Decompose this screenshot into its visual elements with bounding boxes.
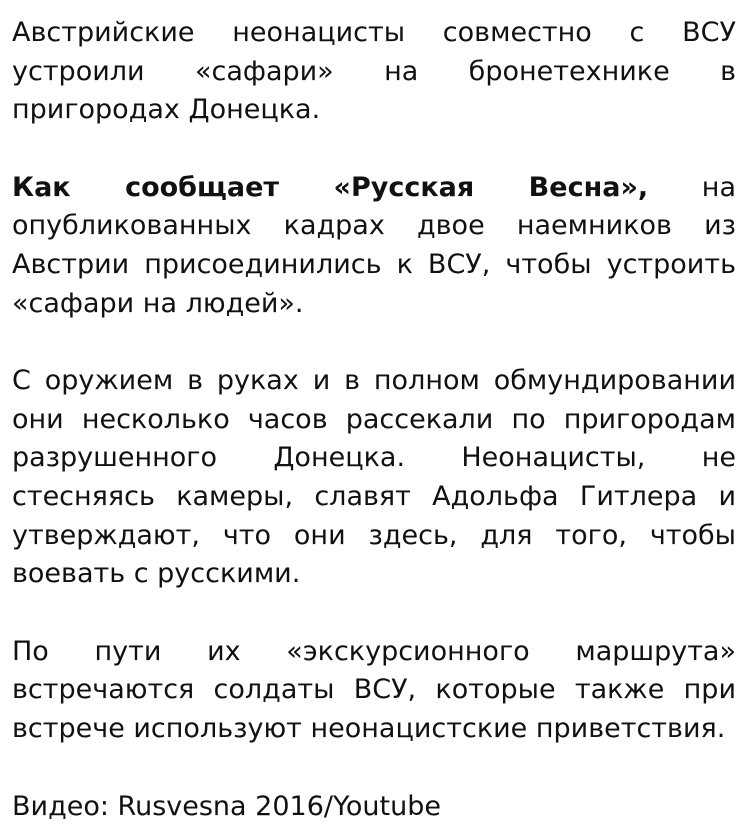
article-paragraph-3: С оружием в руках и в полном обмундировании они несколько часов рассекали по пригородам разрушенного Донецка. Неонацисты, не стесняясь камеры, славят Адольфа Гитлера и утверждают, что они здесь, для того, чтобы воевать с русскими. [12,365,736,590]
article-paragraph-2 [12,169,736,323]
source-attribution-lead: Как сообщает «Русская Весна», [12,171,649,203]
article-paragraph-1: Австрийские неонацисты совместно с ВСУ устроили «сафари» на бронетехнике в пригородах Донецка. [12,17,736,126]
article-paragraph-4: По пути их «экскурсионного маршрута» встречаются солдаты ВСУ, которые также при встрече используют неонацистские приветствия. [12,635,736,744]
article-paragraph-2-text: на опубликованных кадрах двое наемников из Австрии присоединились к ВСУ, чтобы устроить «сафари на людей». [12,171,736,319]
video-credit: Видео: Rusvesna 2016/Youtube [12,790,441,822]
